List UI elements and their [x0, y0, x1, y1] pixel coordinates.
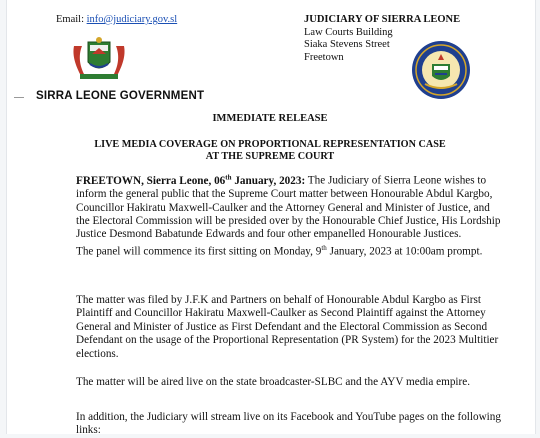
release-title-line2: AT THE SUPREME COURT	[205, 151, 335, 162]
address-line: Freetown	[304, 51, 344, 63]
release-label: IMMEDIATE RELEASE	[212, 113, 328, 124]
paragraph-1	[76, 171, 506, 259]
government-heading: SIRRA LEONE GOVERNMENT	[36, 90, 205, 102]
address-line: Siaka Stevens Street	[304, 39, 390, 50]
margin-mark	[14, 97, 24, 98]
address-line: Law Courts Building	[304, 26, 393, 38]
paragraph-text	[76, 242, 506, 259]
dateline-text: FREETOWN, Sierra Leone, 06	[76, 174, 226, 187]
dateline-end: January, 2023:	[231, 174, 306, 187]
release-title-line1: LIVE MEDIA COVERAGE ON PROPORTIONAL REPRESENTATION CASE	[94, 139, 446, 150]
sitting-end: January, 2023 at 10:00am prompt.	[326, 245, 483, 258]
sitting-text: The panel will commence its first sitting on Monday, 9	[76, 245, 322, 258]
org-title: JUDICIARY OF SIERRA LEONE	[304, 14, 461, 25]
paragraph-3	[76, 376, 506, 389]
paragraph-2	[76, 294, 506, 361]
email-link[interactable]: info@judiciary.gov.sl	[86, 14, 178, 25]
email-label: Email:	[56, 14, 84, 25]
dateline	[76, 175, 305, 187]
coat-of-arms-icon	[70, 36, 128, 80]
paragraph-1-text: The Judiciary of Sierra Leone wishes to inform the general public that the Supreme Court matter between Honourable Abdul Kargbo, Councillor Hakiratu Maxwell-Caulker and the Attorney General and Minister of Justice, and the Electoral Commission will be presided over by the Honourable Chief Justice, His Lordship Justice Desmond Babatunde Edwards and four other empanelled Honourable Justices.	[76, 174, 501, 241]
paragraph-2-text: The matter was filed by J.F.K and Partners on behalf of Honourable Abdul Kargbo as First Plaintiff and Councillor Hakiratu Maxwell-Caulker as Second Plaintiff against the Attorney General and Minister of Justice as First Defendant and the Electoral Commission as Second Defendant on the usage of the Proportional Representation (PR System) for the 2023 Multitier elections.	[76, 294, 499, 360]
paragraph-text	[76, 171, 506, 242]
dateline-sup: th	[225, 173, 232, 181]
sitting-sup: th	[321, 243, 327, 252]
email-line	[56, 14, 177, 25]
paragraph-3-text: The matter will be aired live on the state broadcaster-SLBC and the AYV media empire.	[76, 376, 471, 388]
paragraph-4-text: In addition, the Judiciary will stream live on its Facebook and YouTube pages on the following links:	[76, 411, 501, 437]
judiciary-seal-icon	[411, 40, 471, 100]
